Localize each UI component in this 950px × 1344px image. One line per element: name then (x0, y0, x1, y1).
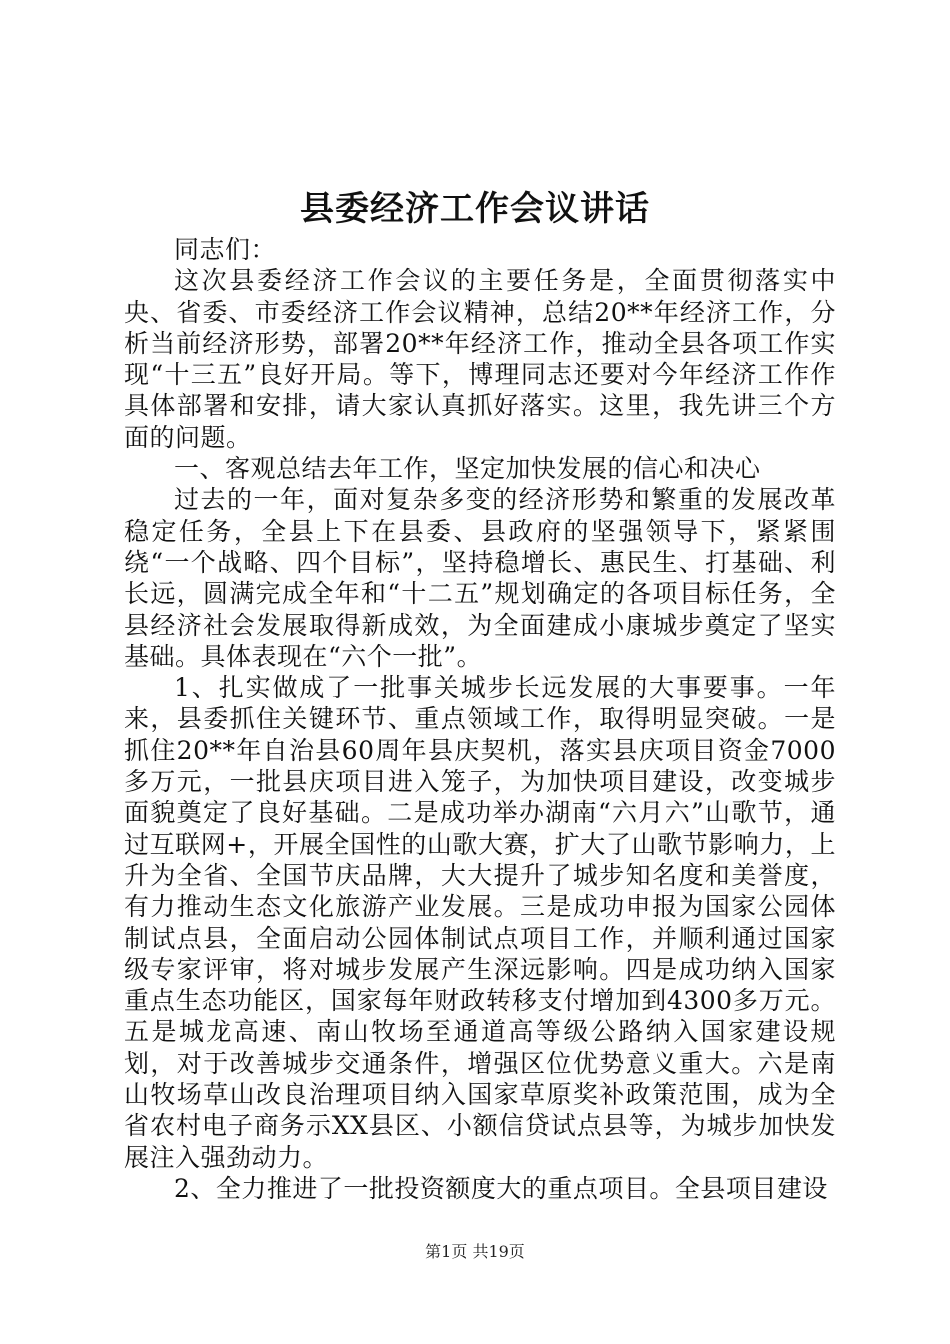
salutation: 同志们： (174, 235, 277, 264)
paragraph-point-1: 1、扎实做成了一批事关城步长远发展的大事要事。一年来，县委抓住关键环节、重点领域工作，取得明显突破。一是抓住20**年自治县60周年县庆契机，落实县庆项目资金7000多万元，一批县庆项目进入笼子，为加快项目建设，改变城步面貌奠定了良好基础。二是成功举办湖南“六月六”山歌节，通过互联网+，开展全国性的山歌大赛，扩大了山歌节影响力，上升为全省、全国节庆品牌，大大提升了城步知名度和美誉度，有力推动生态文化旅游产业发展。三是成功申报为国家公园体制试点县，全面启动公园体制试点项目工作，并顺利通过国家级专家评审，将对城步发展产生深远影响。四是成功纳入国家重点生态功能区，国家每年财政转移支付增加到4300多万元。五是城龙高速、南山牧场至通道高等级公路纳入国家建设规划，对于改善城步交通条件，增强区位优势意义重大。六是南山牧场草山改良治理项目纳入国家草原奖补政策范围，成为全省农村电子商务示XX县区、小额信贷试点县等，为城步加快发展注入强劲动力。 (124, 673, 836, 1172)
paragraph-review: 过去的一年，面对复杂多变的经济形势和繁重的发展改革稳定任务，全县上下在县委、县政府的坚强领导下，紧紧围绕“一个战略、四个目标”，坚持稳增长、惠民生、打基础、利长远，圆满完成全年和“十二五”规划确定的各项目标任务，全县经济社会发展取得新成效，为全面建成小康城步奠定了坚实基础。具体表现在“六个一批”。 (124, 485, 836, 671)
document-body (124, 234, 836, 1204)
paragraph-intro: 这次县委经济工作会议的主要任务是，全面贯彻落实中央、省委、市委经济工作会议精神，总结20**年经济工作，分析当前经济形势，部署20**年经济工作，推动全县各项工作实现“十三五”良好开局。等下，博理同志还要对今年经济工作作具体部署和安排，请大家认真抓好落实。这里，我先讲三个方面的问题。 (124, 266, 836, 452)
document-title: 县委经济工作会议讲话 (300, 189, 650, 229)
page-footer: 第1页 共19页 (425, 1242, 525, 1261)
section-heading-1: 一、客观总结去年工作，坚定加快发展的信心和决心 (174, 454, 761, 484)
paragraph-point-2: 2、全力推进了一批投资额度大的重点项目。全县项目建设 (174, 1173, 828, 1203)
